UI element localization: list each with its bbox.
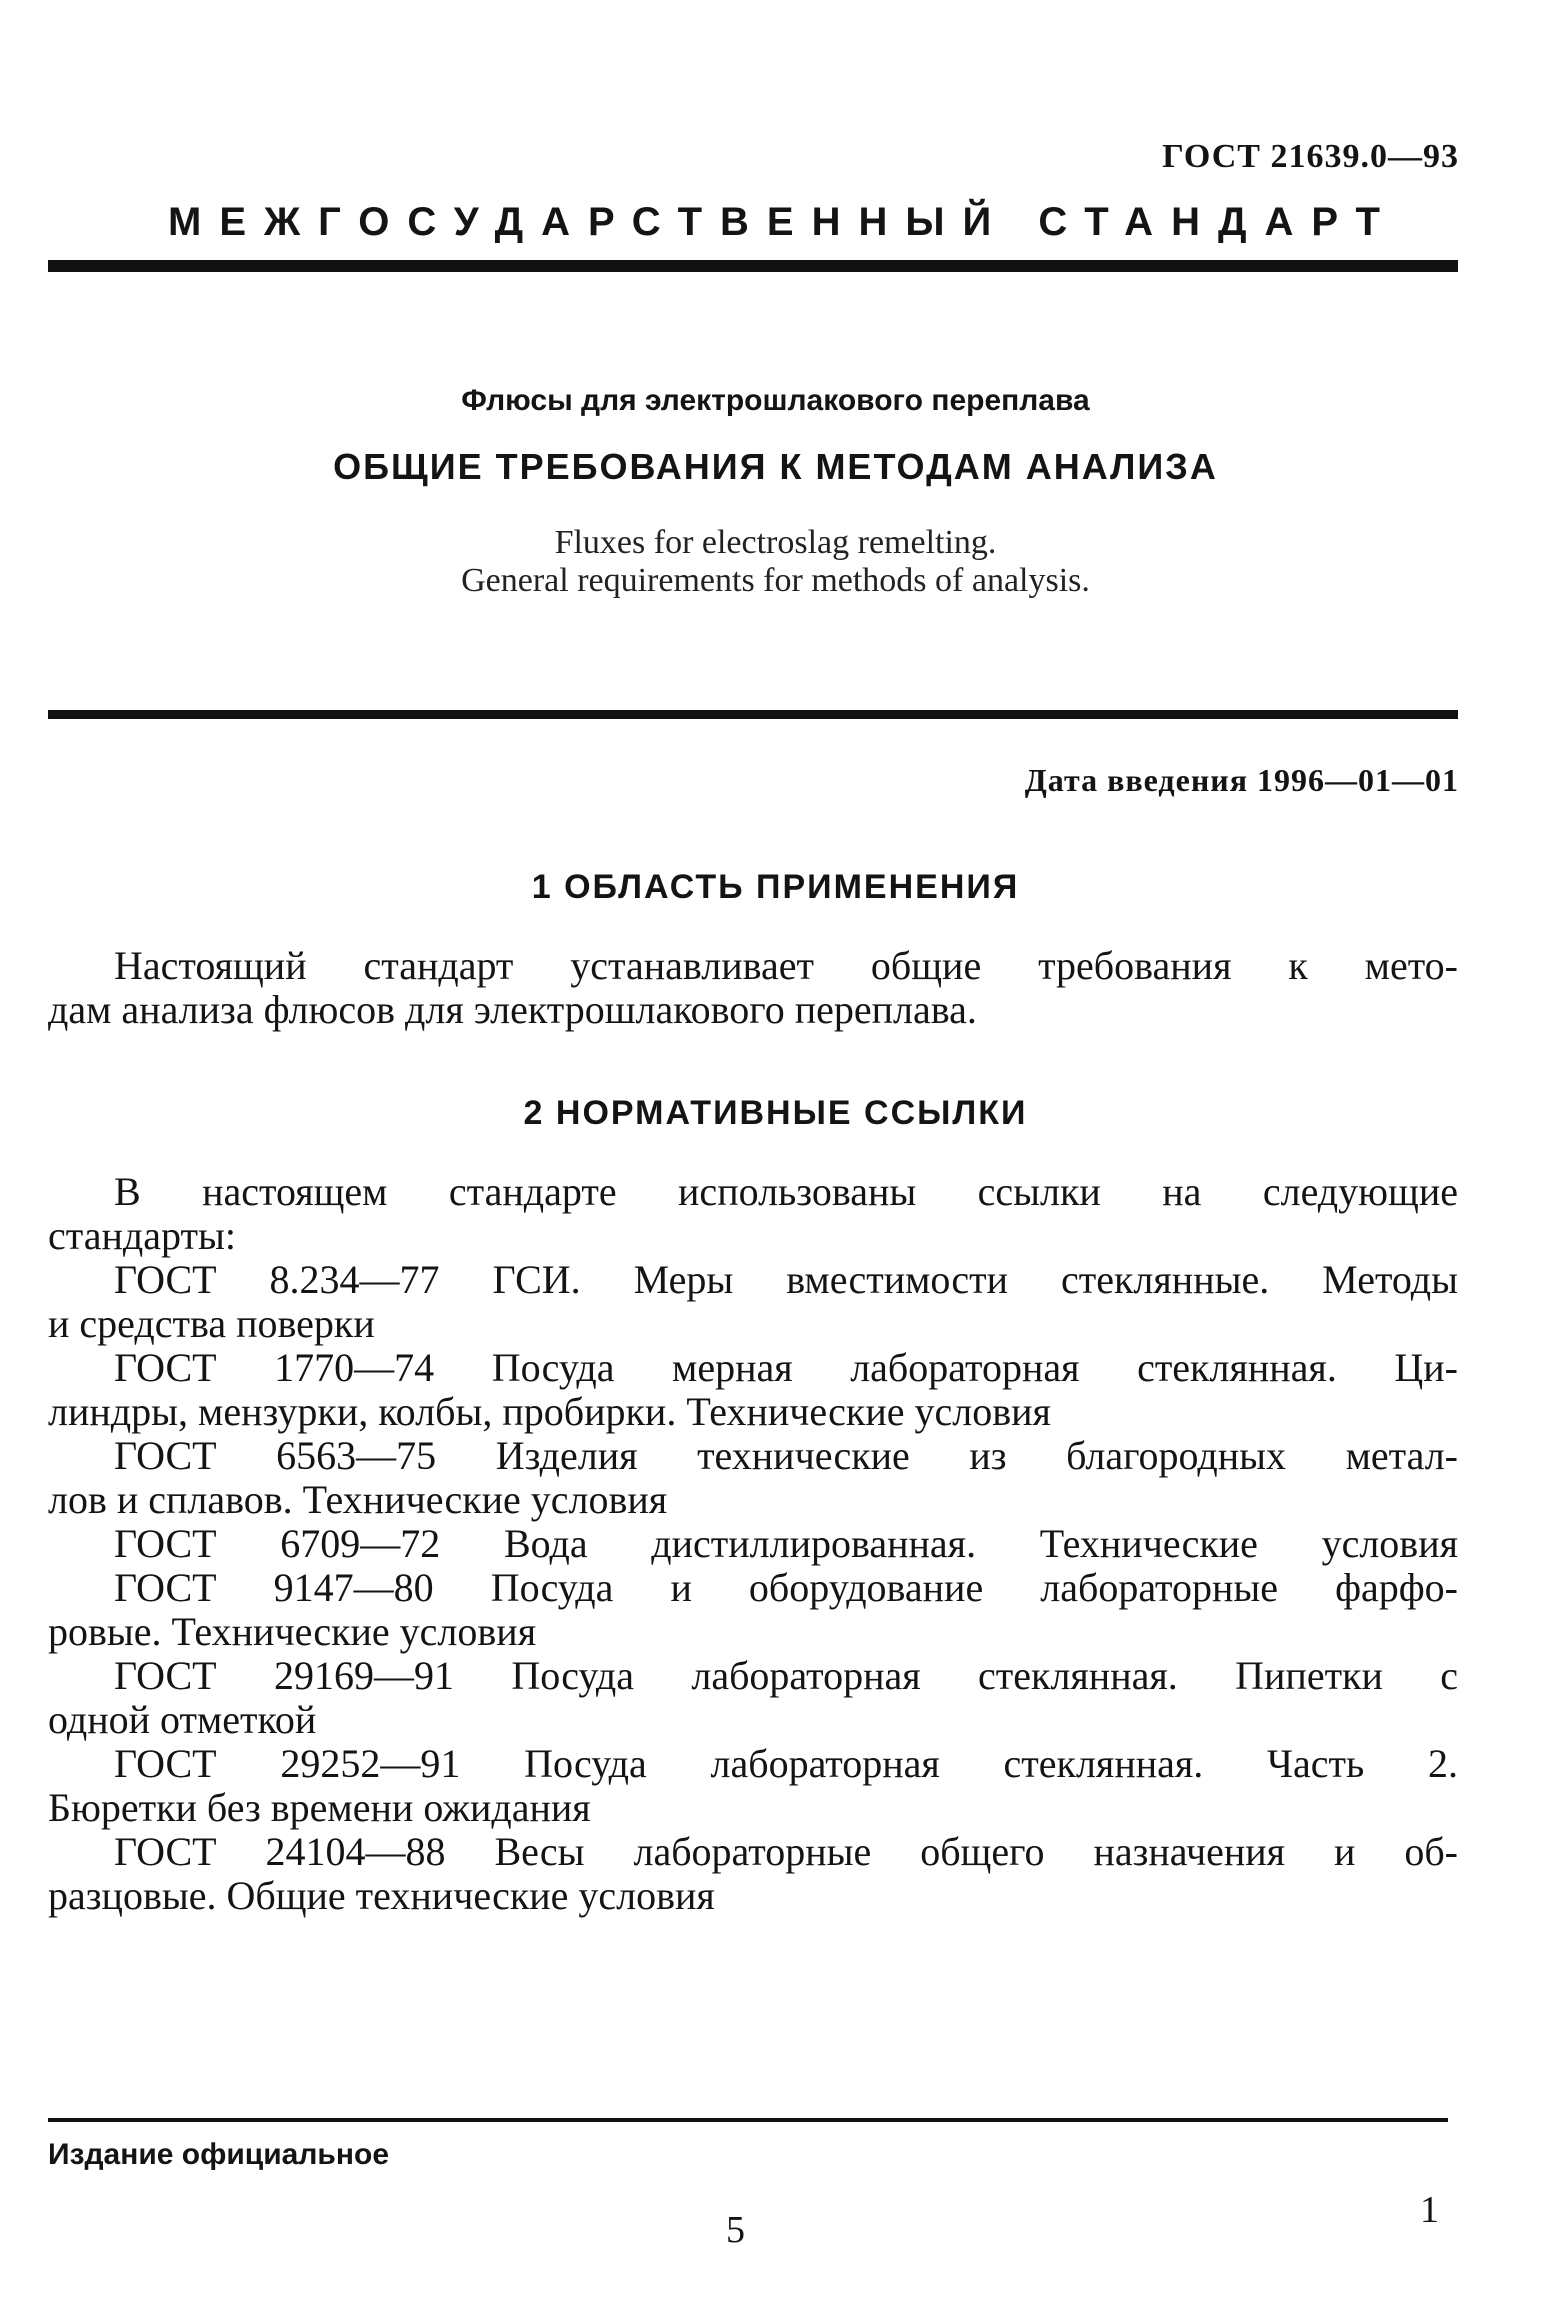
section-1-line: Настоящий стандарт устанавливает общие требования к мето- <box>114 943 1458 988</box>
english-title-line-1: Fluxes for electroslag remelting. <box>554 524 997 561</box>
title-rule <box>48 710 1458 719</box>
standard-type-heading: МЕЖГОСУДАРСТВЕННЫЙ СТАНДАРТ <box>168 200 1398 244</box>
reference-line: и средства поверки <box>48 1301 375 1346</box>
reference-line: ГОСТ 6563—75 Изделия технические из благородных метал- <box>114 1433 1458 1478</box>
reference-line: ГОСТ 29169—91 Посуда лабораторная стеклянная. Пипетки с <box>114 1653 1458 1698</box>
reference-line: ГОСТ 6709—72 Вода дистиллированная. Технические условия <box>114 1521 1458 1566</box>
reference-line: ГОСТ 1770—74 Посуда мерная лабораторная стеклянная. Ци- <box>114 1345 1458 1390</box>
section-1-line: дам анализа флюсов для электрошлакового переплава. <box>48 987 977 1032</box>
reference-line: лов и сплавов. Технические условия <box>48 1477 668 1522</box>
section-2-body <box>48 1170 1458 1918</box>
reference-line: ровые. Технические условия <box>48 1609 537 1654</box>
introduction-date: Дата введения 1996—01—01 <box>1024 762 1459 798</box>
reference-line: стандарты: <box>48 1213 236 1258</box>
reference-line: ГОСТ 24104—88 Весы лабораторные общего назначения и об- <box>114 1829 1458 1874</box>
reference-line: Бюретки без времени ожидания <box>48 1785 591 1830</box>
subject-title: Флюсы для электрошлакового переплава <box>461 384 1090 417</box>
section-2-heading: 2 НОРМАТИВНЫЕ ССЫЛКИ <box>523 1094 1028 1132</box>
reference-line: ГОСТ 8.234—77 ГСИ. Меры вместимости стеклянные. Методы <box>114 1257 1458 1302</box>
reference-line: разцовые. Общие технические условия <box>48 1873 715 1918</box>
reference-line: одной отметкой <box>48 1697 317 1742</box>
edition-label: Издание официальное <box>48 2138 390 2171</box>
header-rule <box>48 260 1458 272</box>
page-number-right: 1 <box>1420 2189 1439 2231</box>
document-code: ГОСТ 21639.0—93 <box>1162 138 1459 175</box>
page-number-center: 5 <box>726 2209 745 2251</box>
reference-line: В настоящем стандарте использованы ссылки на следующие <box>114 1169 1458 1214</box>
section-1-body <box>48 944 1458 1032</box>
section-1-heading: 1 ОБЛАСТЬ ПРИМЕНЕНИЯ <box>531 868 1020 906</box>
reference-line: ГОСТ 9147—80 Посуда и оборудование лабораторные фарфо- <box>114 1565 1458 1610</box>
reference-line: линдры, мензурки, колбы, пробирки. Технические условия <box>48 1389 1051 1434</box>
english-title-line-2: General requirements for methods of analysis. <box>461 562 1090 599</box>
footer-rule <box>48 2118 1448 2122</box>
reference-line: ГОСТ 29252—91 Посуда лабораторная стеклянная. Часть 2. <box>114 1741 1458 1786</box>
main-title: ОБЩИЕ ТРЕБОВАНИЯ К МЕТОДАМ АНАЛИЗА <box>333 446 1218 487</box>
